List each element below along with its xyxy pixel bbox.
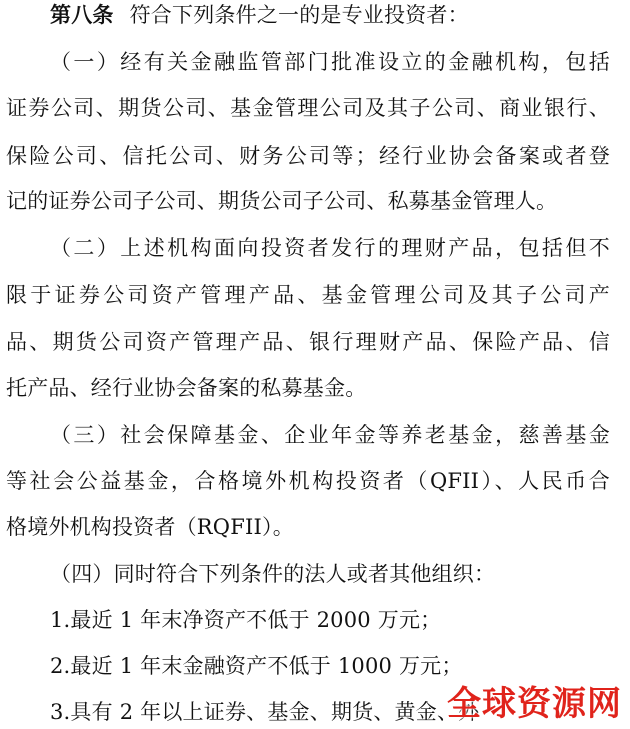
clause-3-line-2: 等社会公益基金，合格境外机构投资者（QFII）、人民币合 — [6, 469, 610, 493]
site-watermark: 全球资源网 — [447, 684, 622, 724]
clause-1-line-3: 保险公司、信托公司、财务公司等；经行业协会备案或者登 — [6, 144, 610, 168]
clause-1-line-4: 记的证券公司子公司、期货公司子公司、私募基金管理人。 — [6, 189, 558, 213]
clause-1-line-2: 证券公司、期货公司、基金管理公司及其子公司、商业银行、 — [6, 96, 610, 120]
condition-2-line: 2.最近 1 年末金融资产不低于 1000 万元； — [50, 654, 463, 678]
clause-2-line-2: 限于证券公司资产管理产品、基金管理公司及其子公司产 — [6, 283, 610, 307]
article-heading-text: 符合下列条件之一的是专业投资者： — [129, 3, 469, 27]
clause-2-line-1: （二）上述机构面向投资者发行的理财产品，包括但不 — [50, 236, 610, 260]
clause-3-line-3: 格境外机构投资者（RQFII）。 — [6, 515, 294, 539]
condition-3-line: 3.具有 2 年以上证券、基金、期货、黄金、外 — [50, 700, 480, 724]
clause-4-line-1: （四）同时符合下列条件的法人或者其他组织： — [50, 562, 496, 586]
article-heading-line — [50, 0, 469, 30]
article-number: 第八条 — [50, 3, 114, 27]
condition-1-line: 1.最近 1 年末净资产不低于 2000 万元； — [50, 608, 442, 632]
clause-2-line-4: 托产品、经行业协会备案的私募基金。 — [6, 376, 367, 400]
clause-2-line-3: 品、期货公司资产管理产品、银行理财产品、保险产品、信 — [6, 330, 610, 354]
clause-3-line-1: （三）社会保障基金、企业年金等养老基金，慈善基金 — [50, 423, 610, 447]
clause-1-line-1: （一）经有关金融监管部门批准设立的金融机构，包括 — [50, 50, 610, 74]
